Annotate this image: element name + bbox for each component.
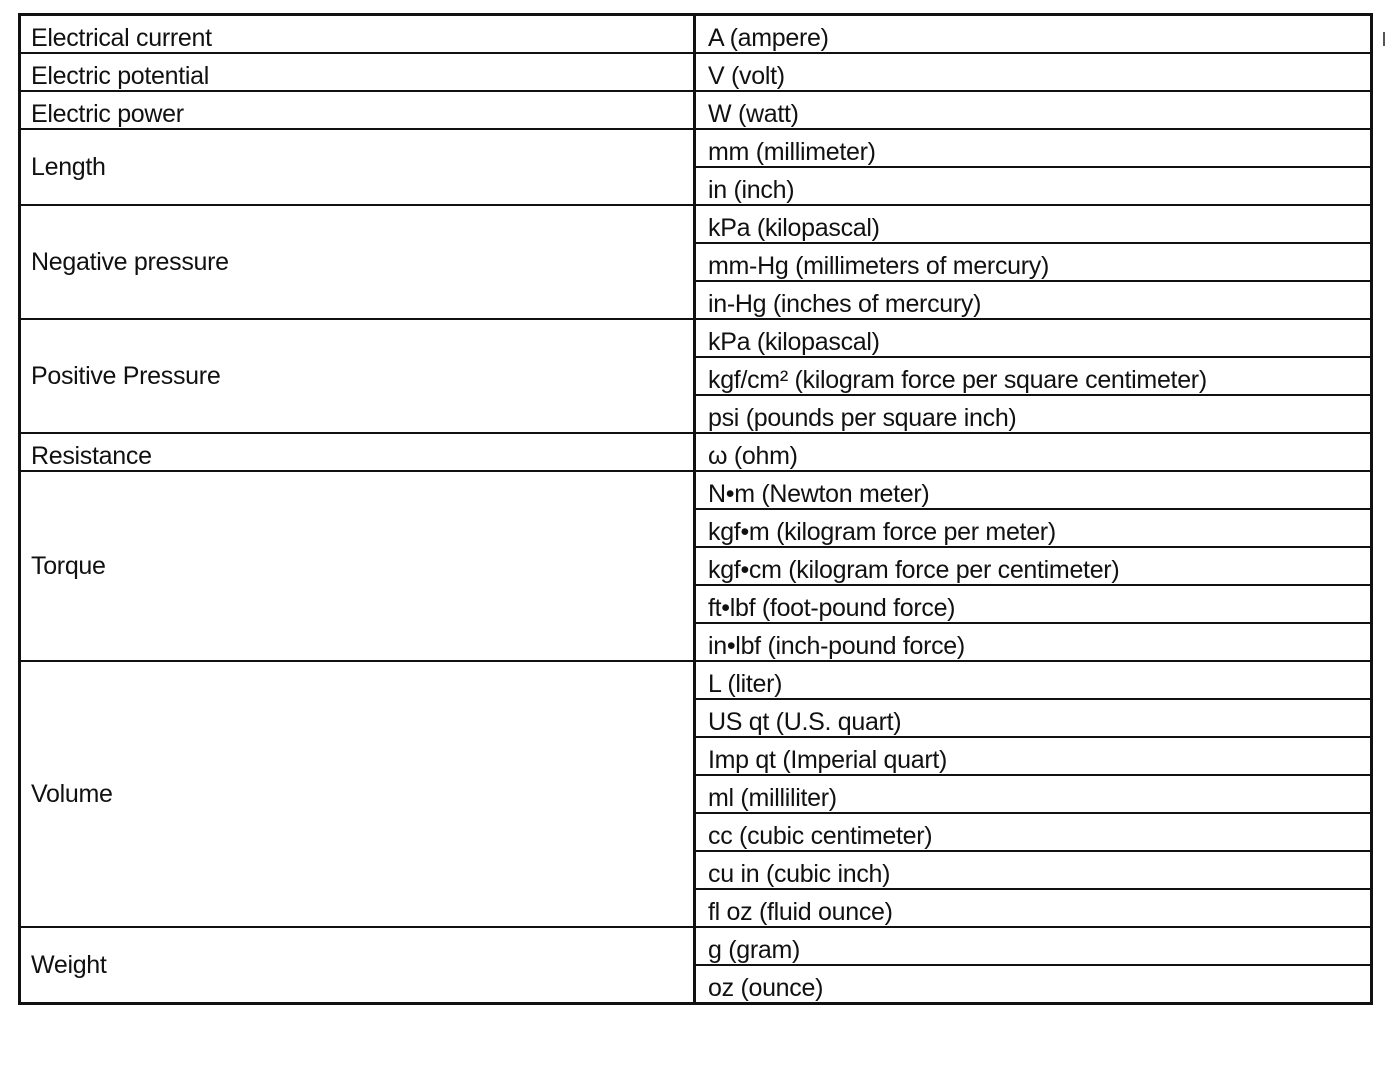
quantity-cell: Volume xyxy=(20,661,695,927)
unit-cell: psi (pounds per square inch) xyxy=(695,395,1372,433)
unit-cell: fl oz (fluid ounce) xyxy=(695,889,1372,927)
unit-cell: ft•lbf (foot-pound force) xyxy=(695,585,1372,623)
unit-cell: US qt (U.S. quart) xyxy=(695,699,1372,737)
quantity-cell: Positive Pressure xyxy=(20,319,695,433)
quantity-cell: Weight xyxy=(20,927,695,1004)
unit-cell: in•lbf (inch-pound force) xyxy=(695,623,1372,661)
unit-cell: kPa (kilopascal) xyxy=(695,319,1372,357)
table-row xyxy=(20,319,1372,357)
unit-cell: kgf/cm² (kilogram force per square centimeter) xyxy=(695,357,1372,395)
units-table xyxy=(18,13,1373,1005)
table-row xyxy=(20,927,1372,965)
unit-cell: mm (millimeter) xyxy=(695,129,1372,167)
table-row xyxy=(20,205,1372,243)
quantity-cell: Electric power xyxy=(20,91,695,129)
unit-cell: cu in (cubic inch) xyxy=(695,851,1372,889)
unit-cell: A (ampere) xyxy=(695,15,1372,54)
unit-cell: kgf•m (kilogram force per meter) xyxy=(695,509,1372,547)
quantity-cell: Electric potential xyxy=(20,53,695,91)
unit-cell: W (watt) xyxy=(695,91,1372,129)
table-row xyxy=(20,433,1372,471)
unit-cell: cc (cubic centimeter) xyxy=(695,813,1372,851)
quantity-cell: Resistance xyxy=(20,433,695,471)
quantity-cell: Length xyxy=(20,129,695,205)
table-row xyxy=(20,471,1372,509)
unit-cell: in (inch) xyxy=(695,167,1372,205)
quantity-cell: Negative pressure xyxy=(20,205,695,319)
unit-cell: N•m (Newton meter) xyxy=(695,471,1372,509)
unit-cell: ω (ohm) xyxy=(695,433,1372,471)
unit-cell: L (liter) xyxy=(695,661,1372,699)
unit-cell: in-Hg (inches of mercury) xyxy=(695,281,1372,319)
table-row xyxy=(20,129,1372,167)
scan-mark xyxy=(1383,32,1389,46)
quantity-cell: Electrical current xyxy=(20,15,695,54)
table-row xyxy=(20,91,1372,129)
table-row xyxy=(20,53,1372,91)
table-row xyxy=(20,661,1372,699)
unit-cell: g (gram) xyxy=(695,927,1372,965)
unit-cell: oz (ounce) xyxy=(695,965,1372,1004)
quantity-cell: Torque xyxy=(20,471,695,661)
units-table-body xyxy=(20,15,1372,1004)
unit-cell: mm-Hg (millimeters of mercury) xyxy=(695,243,1372,281)
unit-cell: ml (milliliter) xyxy=(695,775,1372,813)
unit-cell: V (volt) xyxy=(695,53,1372,91)
unit-cell: Imp qt (Imperial quart) xyxy=(695,737,1372,775)
unit-cell: kPa (kilopascal) xyxy=(695,205,1372,243)
unit-cell: kgf•cm (kilogram force per centimeter) xyxy=(695,547,1372,585)
table-row xyxy=(20,15,1372,54)
